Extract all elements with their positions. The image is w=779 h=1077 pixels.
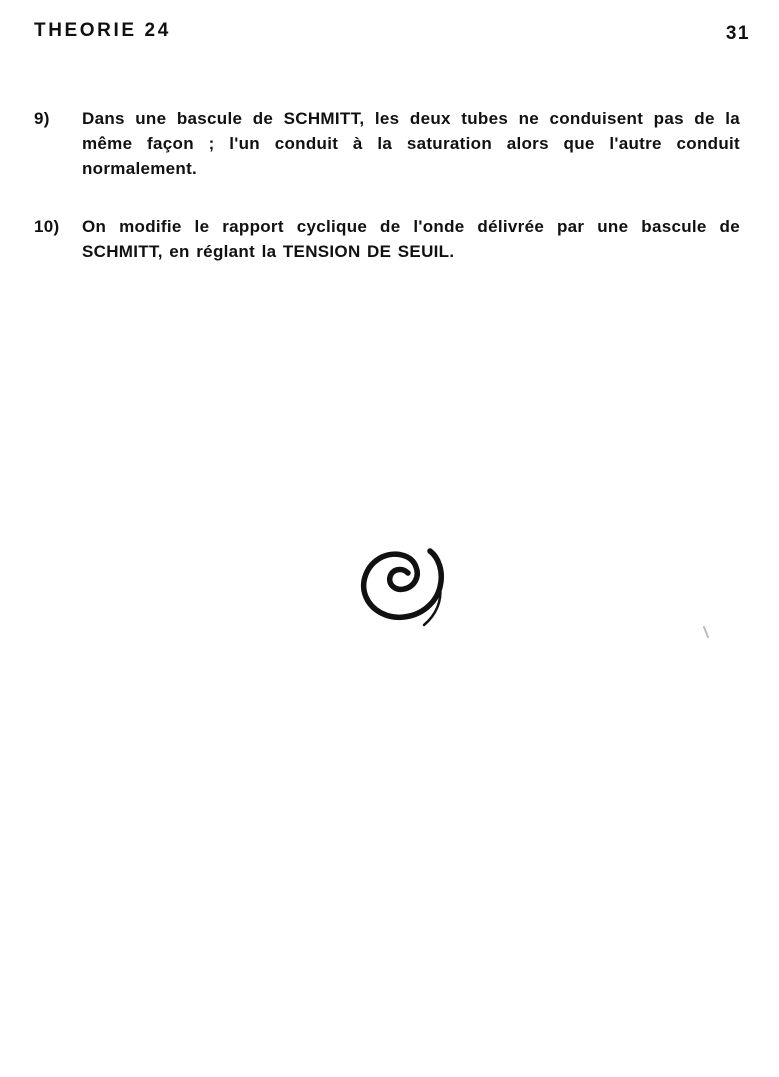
question-number: 9) <box>34 109 50 128</box>
question-text: Dans une bascule de SCHMITT, les deux tubes ne conduisent pas de la même façon ; l'un conduit à la saturation alors que l'autre conduit normalement. <box>82 109 740 178</box>
spiral-icon <box>356 545 452 629</box>
question-10 <box>34 214 740 264</box>
question-9 <box>34 106 740 181</box>
page-number: 31 <box>725 23 750 44</box>
header-title: THEORIE 24 <box>34 20 171 41</box>
question-text: On modifie le rapport cyclique de l'onde délivrée par une bascule de SCHMITT, en réglant la TENSION DE SEUIL. <box>82 217 740 261</box>
page-header <box>34 18 750 48</box>
ink-speck <box>703 626 709 638</box>
question-number: 10) <box>34 217 60 236</box>
